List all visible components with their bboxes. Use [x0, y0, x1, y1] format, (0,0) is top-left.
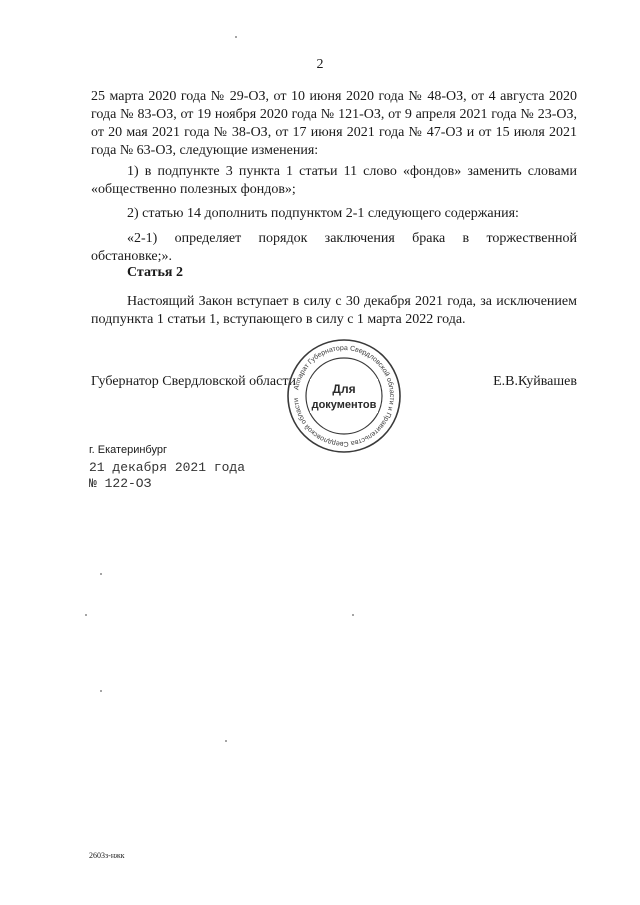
official-stamp: [285, 337, 403, 455]
paragraph-item-1: 1) в подпункте 3 пункта 1 статьи 11 слово «фондов» заменить словами «общественно полезных фондов»;: [91, 164, 577, 197]
law-number: № 122-ОЗ: [89, 476, 152, 491]
scan-speck: [352, 614, 354, 616]
article-heading: Статья 2: [127, 265, 183, 280]
scan-speck: [100, 573, 102, 575]
paragraph-item-2: 2) статью 14 дополнить подпунктом 2-1 следующего содержания:: [127, 206, 519, 221]
paragraph-quoted-subitem: «2-1) определяет порядок заключения брака в торжественной обстановке;».: [91, 231, 577, 264]
scan-speck: [100, 690, 102, 692]
stamp-center-line1: Для: [332, 382, 356, 396]
signing-date: 21 декабря 2021 года: [89, 460, 246, 475]
paragraph-effective-date: Настоящий Закон вступает в силу с 30 декабря 2021 года, за исключением подпункта 1 статьи 1, вступающего в силу с 1 марта 2022 года.: [91, 294, 577, 327]
governor-title: Губернатор Свердловской области: [91, 374, 296, 389]
scan-speck: [85, 614, 87, 616]
stamp-center-line2: документов: [311, 399, 377, 411]
scan-speck: [225, 740, 227, 742]
scan-speck: [235, 36, 237, 38]
paragraph-amendments-list: 25 марта 2020 года № 29-ОЗ, от 10 июня 2020 года № 48-ОЗ, от 4 августа 2020 года № 83-ОЗ, от 19 ноября 2020 года № 121-ОЗ, от 9 апреля 2021 года № 23-ОЗ, от 20 мая 2021 года № 38-ОЗ, от 17 июня 2021 года № 47-ОЗ и от 15 июля 2021 года № 63-ОЗ, следующие изменения:: [91, 89, 577, 158]
place-of-signing: г. Екатеринбург: [89, 444, 167, 456]
footer-code: 2603з-нжк: [89, 851, 125, 860]
page-number: 2: [316, 57, 324, 72]
governor-name: Е.В.Куйвашев: [493, 374, 577, 389]
stamp-ring-text: Аппарат Губернатора Свердловской области и Правительства Свердловской области: [293, 344, 396, 448]
